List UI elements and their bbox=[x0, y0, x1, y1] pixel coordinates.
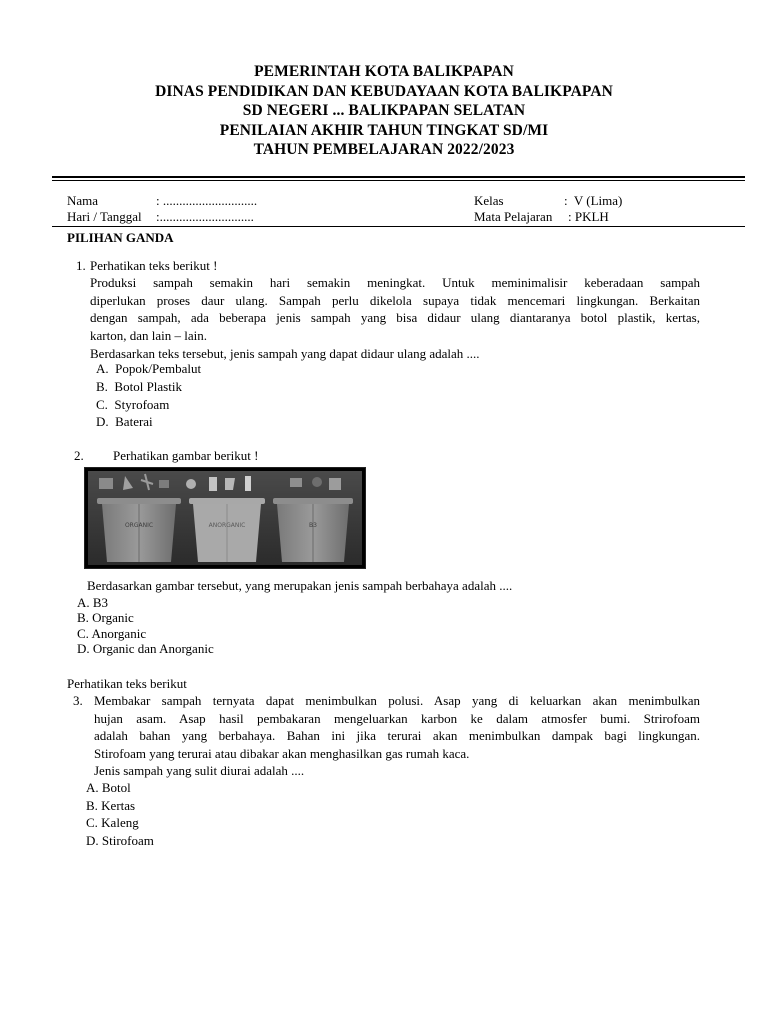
q2-question: Berdasarkan gambar tersebut, yang merupakan jenis sampah berbahaya adalah .... bbox=[87, 578, 513, 593]
q1-question: Berdasarkan teks tersebut, jenis sampah yang dapat didaur ulang adalah .... bbox=[90, 346, 480, 361]
q3-text-line: Membakar sampah ternyata dapat menimbulkan polusi. Asap yang di keluarkan akan menimbulkan bbox=[94, 693, 700, 708]
waste-bins-image bbox=[84, 467, 366, 569]
bin-label-anorganic: ANORGANIC bbox=[208, 522, 246, 529]
letterhead bbox=[0, 62, 768, 160]
q3-text-line: hujan asam. Asap hasil pembakaran mengeluarkan karbon ke dalam atmosfer bumi. Strirofoam bbox=[94, 711, 700, 726]
q1-text-line: karton, dan lain – lain. bbox=[90, 328, 207, 343]
nama-label: Nama bbox=[67, 193, 99, 208]
q1-option-b[interactable]: B. Botol Plastik bbox=[96, 379, 182, 394]
header-line-government: PEMERINTAH KOTA BALIKPAPAN bbox=[254, 63, 514, 80]
header-rule-thin bbox=[52, 180, 745, 181]
q2-option-a[interactable]: A. B3 bbox=[77, 595, 109, 610]
section-title: PILIHAN GANDA bbox=[67, 230, 174, 245]
q1-option-d[interactable]: D. Baterai bbox=[96, 414, 153, 429]
q1-number: 1. bbox=[76, 258, 86, 273]
bin-label-b3: B3 bbox=[309, 522, 317, 529]
q3-text-line: Stirofoam yang terurai atau dibakar akan menghasilkan gas rumah kaca. bbox=[94, 746, 470, 761]
kelas-label: Kelas bbox=[474, 193, 504, 208]
header-line-exam: PENILAIAN AKHIR TAHUN TINGKAT SD/MI bbox=[219, 121, 549, 139]
bin-label-organic: ORGANIC bbox=[124, 522, 154, 529]
q2-option-d[interactable]: D. Organic dan Anorganic bbox=[77, 641, 214, 656]
hari-tanggal-field[interactable]: :............................. bbox=[156, 209, 254, 224]
hari-tanggal-label: Hari / Tanggal bbox=[67, 209, 142, 224]
q3-pre-instruction: Perhatikan teks berikut bbox=[67, 676, 187, 691]
q1-option-c[interactable]: C. Styrofoam bbox=[96, 397, 170, 412]
q3-option-a[interactable]: A. Botol bbox=[86, 780, 131, 795]
q2-number: 2. bbox=[74, 448, 84, 463]
identity-rule bbox=[52, 226, 745, 227]
mata-pelajaran-label: Mata Pelajaran bbox=[474, 209, 553, 224]
q1-intro: Perhatikan teks berikut ! bbox=[90, 258, 218, 273]
q3-option-b[interactable]: B. Kertas bbox=[86, 798, 136, 813]
q1-text-line: dengan sampah, ada beberapa jenis sampah yang bisa didaur ulang diantaranya botol plastik, kertas, bbox=[90, 310, 700, 325]
header-line-year: TAHUN PEMBELAJARAN 2022/2023 bbox=[253, 141, 515, 158]
q3-option-d[interactable]: D. Stirofoam bbox=[86, 833, 154, 848]
q2-intro: Perhatikan gambar berikut ! bbox=[113, 448, 259, 463]
q1-text-line: Produksi sampah semakin hari semakin meningkat. Untuk meminimalisir keberadaan sampah bbox=[90, 275, 700, 290]
header-line-department: DINAS PENDIDIKAN DAN KEBUDAYAAN KOTA BALIKPAPAN bbox=[155, 82, 613, 100]
q3-question: Jenis sampah yang sulit diurai adalah .... bbox=[94, 763, 305, 778]
header-line-school: SD NEGERI ... BALIKPAPAN SELATAN bbox=[242, 102, 526, 119]
kelas-value: : V (Lima) bbox=[564, 193, 623, 208]
q2-option-b[interactable]: B. Organic bbox=[77, 610, 134, 625]
mata-pelajaran-value: : PKLH bbox=[568, 209, 609, 224]
q3-text-line: adalah bahan yang berbahaya. Bahan ini jika terurai akan menimbulkan dampak bagi lingkungan. bbox=[94, 728, 700, 743]
q1-option-a[interactable]: A. Popok/Pembalut bbox=[96, 361, 202, 376]
q3-number: 3. bbox=[73, 693, 83, 708]
q1-text-line: diperlukan proses daur ulang. Sampah perlu dikelola supaya tidak mencemari lingkungan. Berkaitan bbox=[90, 293, 700, 308]
q2-option-c[interactable]: C. Anorganic bbox=[77, 626, 147, 641]
q3-option-c[interactable]: C. Kaleng bbox=[86, 815, 139, 830]
header-rule-thick bbox=[52, 176, 745, 178]
nama-field[interactable]: : ............................. bbox=[156, 193, 258, 208]
